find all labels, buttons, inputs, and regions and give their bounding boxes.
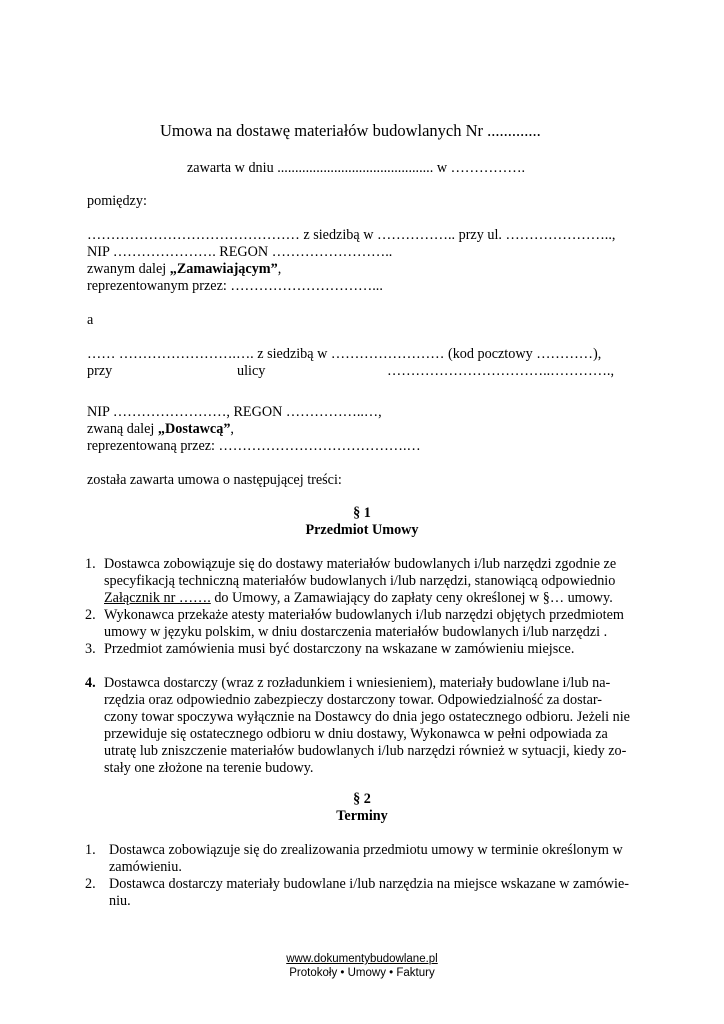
section1-item4-line5: utratę lub zniszczenie materiałów budowlanych i/lub narzędzi również w sytuacji, kiedy zo- xyxy=(104,743,627,759)
section1-item1-line3 xyxy=(104,590,613,607)
between-label: pomiędzy: xyxy=(87,193,147,209)
section1-number: § 1 xyxy=(353,505,371,521)
called-prefix: zwaną dalej xyxy=(87,421,158,437)
supplier-street-c: ……………………………..…………., xyxy=(387,363,614,379)
list-number: 1. xyxy=(85,556,96,572)
supplier-street-b: ulicy xyxy=(237,363,266,379)
section1-item4-line3: czony towar spoczywa wyłącznie na Dostawcy do dnia jego ostatecznego odbioru. Jeżeli nie xyxy=(104,709,630,725)
section1-heading: Przedmiot Umowy xyxy=(305,522,419,538)
document-title: Umowa na dostawę materiałów budowlanych Nr ............. xyxy=(160,121,541,140)
section1-item4-line6: stały one złożone na terenie budowy. xyxy=(104,760,314,776)
section2-heading: Terminy xyxy=(336,808,388,824)
supplier-called xyxy=(87,421,234,438)
list-number: 3. xyxy=(85,641,96,657)
footer-website-link[interactable]: www.dokumentybudowlane.pl xyxy=(286,953,438,965)
ordering-party-nip-regon: NIP …………………. REGON …………………….. xyxy=(87,244,393,260)
ordering-party-represented: reprezentowanym przez: …………………………... xyxy=(87,278,383,294)
attachment-reference: Załącznik nr ……. xyxy=(104,590,211,606)
list-item xyxy=(85,607,96,624)
section1-item4-line4: przewiduje się ostatecznego odbioru w dniu dostawy, Wykonawca w pełni odpowiada za xyxy=(104,726,608,742)
called-suffix: , xyxy=(230,421,234,437)
section2-item1-line1: Dostawca zobowiązuje się do zrealizowania przedmiotu umowy w terminie określonym w xyxy=(109,842,623,858)
item-text: do Umowy, a Zamawiający do zapłaty ceny określonej w §… umowy. xyxy=(210,590,613,606)
section1-item3-line1: Przedmiot zamówienia musi być dostarczony na wskazane w zamówieniu miejsce. xyxy=(104,641,575,657)
section2-item2-line1: Dostawca dostarczy materiały budowlane i/lub narzędzia na miejsce wskazane w zamówie- xyxy=(109,876,629,892)
called-suffix: , xyxy=(277,261,282,277)
ordering-party-name: „Zamawiającym” xyxy=(169,261,278,277)
supplier-street-a: przy xyxy=(87,363,113,379)
list-number: 2. xyxy=(85,607,96,623)
section2-item1-line2: zamówieniu. xyxy=(109,859,182,875)
list-item xyxy=(85,675,96,692)
called-prefix: zwanym dalej xyxy=(87,261,170,277)
section1-item4-line2: rzędzia oraz odpowiednio zabezpieczy dostarczony towar. Odpowiedzialność za dostar- xyxy=(104,692,603,708)
supplier-name: „Dostawcą” xyxy=(157,421,231,437)
footer-tagline: Protokoły • Umowy • Faktury xyxy=(289,967,435,979)
section1-item4-line1: Dostawca dostarczy (wraz z rozładunkiem i wniesieniem), materiały budowlane i/lub na- xyxy=(104,675,611,691)
list-item xyxy=(85,876,96,893)
section2-item2-line2: niu. xyxy=(109,893,131,909)
list-number: 4. xyxy=(85,675,96,691)
section1-item2-line2: umowy w języku polskim, w dniu dostarczenia materiałów budowlanych i/lub narzędzi . xyxy=(104,624,608,640)
list-number: 1. xyxy=(85,842,96,858)
section1-item2-line1: Wykonawca przekaże atesty materiałów budowlanych i/lub narzędzi objętych przedmiotem xyxy=(104,607,624,623)
ordering-party-line1: ……………………………………… z siedzibą w …………….. przy ul. ………………….., xyxy=(87,227,616,243)
supplier-nip-regon: NIP ……………………, REGON ……………..…, xyxy=(87,404,382,420)
and-label: a xyxy=(87,312,94,328)
list-item xyxy=(85,842,96,859)
section1-item1-line2: specyfikacją techniczną materiałów budowlanych i/lub narzędzi, stanowiącą odpowiednio xyxy=(104,573,616,589)
list-item xyxy=(85,556,96,573)
supplier-represented: reprezentowaną przez: ………………………………….… xyxy=(87,438,421,454)
section2-number: § 2 xyxy=(353,791,371,807)
list-number: 2. xyxy=(85,876,96,892)
supplier-line1: …… …………………….…. z siedzibą w …………………… (kod pocztowy …………), xyxy=(87,346,602,362)
concluded-date-place: zawarta w dniu ............................................ w ……………. xyxy=(187,160,526,176)
concluded-content: została zawarta umowa o następującej treści: xyxy=(87,472,342,488)
ordering-party-called xyxy=(87,261,281,278)
section1-item1-line1: Dostawca zobowiązuje się do dostawy materiałów budowlanych i/lub narzędzi zgodnie ze xyxy=(104,556,617,572)
list-item xyxy=(85,641,96,658)
